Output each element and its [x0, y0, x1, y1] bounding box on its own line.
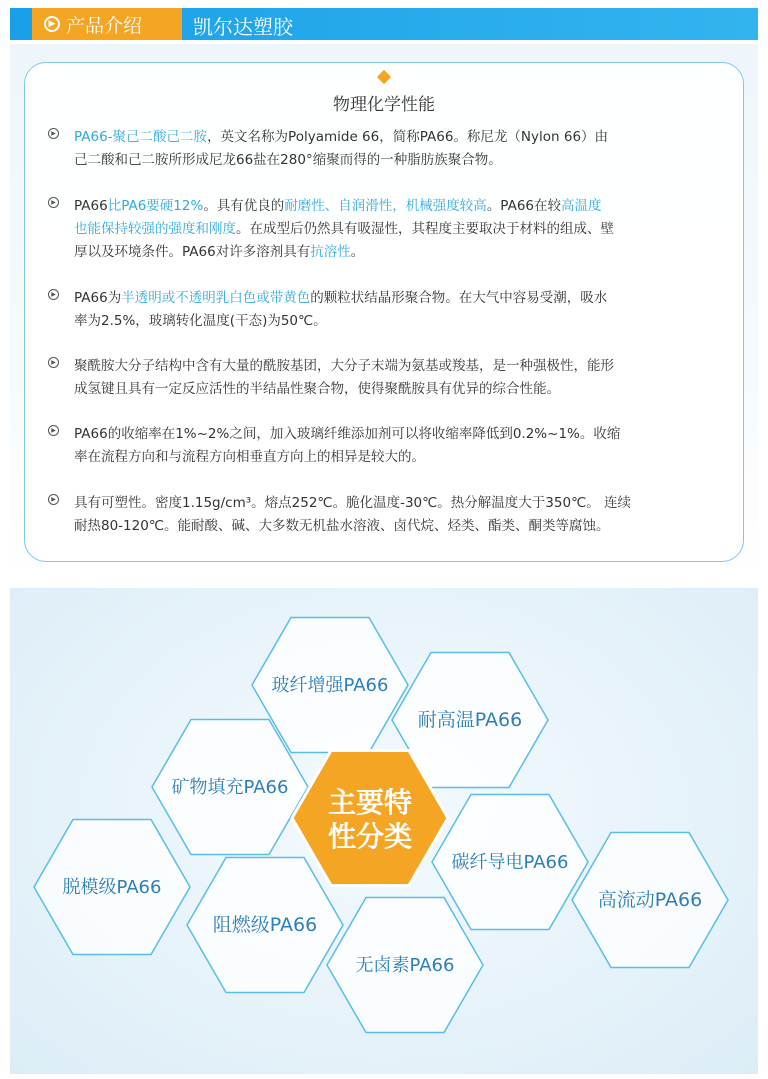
bullet-icon: ▶ [48, 289, 59, 300]
body-text: 厚以及环境条件。PA66对许多溶剂具有 [74, 244, 311, 260]
body-text: ，英文名称为Polyamide 66，简称PA66。称尼龙（Nylon 66）由 [207, 129, 609, 145]
center-label: 性分类 [327, 820, 413, 853]
body-text: 。在成型后仍然具有吸湿性，其程度主要取决于材料的组成、壁 [236, 221, 614, 237]
body-text: 率为2.5%，玻璃转化温度(干态)为50℃。 [74, 313, 327, 329]
highlight-text: 耐磨性、自润滑性，机械强度较高 [284, 198, 487, 214]
category-label: 玻纤增强PA66 [271, 675, 389, 696]
highlight-text: 比PA6要硬12% [107, 198, 204, 214]
body-text: 成氢键且具有一定反应活性的半结晶性聚合物，使得聚酰胺具有优异的综合性能。 [74, 381, 560, 397]
body-text: 耐热80-120℃。能耐酸、碱、大多数无机盐水溶液、卤代烷、烃类、酯类、酮类等腐蚀。 [74, 518, 610, 534]
body-text: 。PA66在较 [486, 198, 562, 214]
highlight-text: PA66-聚己二酸己二胺 [74, 129, 208, 145]
highlight-text: 高温度 [561, 198, 602, 214]
highlight-text: 抗溶性 [310, 244, 351, 260]
body-text: 己二酸和己二胺所形成尼龙66盐在280°缩聚而得的一种脂肪族聚合物。 [74, 152, 502, 168]
tab-label: 产品介绍 [66, 14, 143, 37]
category-label: 碳纤导电PA66 [451, 852, 569, 873]
body-text: PA66 [74, 198, 108, 214]
category-label: 矿物填充PA66 [171, 777, 289, 798]
category-label: 无卤素PA66 [355, 955, 455, 976]
bullet-icon: ▶ [48, 197, 59, 208]
body-text: 。具有优良的 [203, 198, 285, 214]
body-text: 具有可塑性。密度1.15g/cm³。熔点252℃。脆化温度-30℃。热分解温度大于350℃。 连续 [74, 495, 632, 511]
body-text: 。 [350, 244, 365, 260]
bullet-icon: ▶ [48, 128, 59, 139]
body-text: PA66为 [74, 290, 122, 306]
bullet-icon: ▶ [48, 357, 59, 368]
body-text: 率在流程方向和与流程方向相垂直方向上的相异是较大的。 [74, 449, 425, 465]
body-text: 的颗粒状结晶形聚合物。在大气中容易受潮，吸水 [310, 290, 608, 306]
chevron-right-circle-icon: ▶ [44, 16, 60, 32]
highlight-text: 也能保持较强的强度和刚度 [74, 221, 236, 237]
category-label: 阻燃级PA66 [212, 914, 318, 936]
highlight-text: 半透明或不透明乳白色或带黄色 [121, 290, 311, 306]
section-title: 物理化学性能 [333, 95, 435, 115]
category-label: 高流动PA66 [597, 889, 703, 911]
category-label: 耐高温PA66 [417, 709, 523, 731]
body-text: PA66的收缩率在1%~2%之间，加入玻璃纤维添加剂可以将收缩率降低到0.2%~1%。收缩 [74, 426, 621, 442]
center-label: 主要特 [327, 786, 413, 819]
company-name: 凯尔达塑胶 [193, 15, 293, 39]
body-text: 聚酰胺大分子结构中含有大量的酰胺基团，大分子末端为氨基或羧基，是一种强极性，能形 [74, 358, 614, 374]
bullet-icon: ▶ [48, 494, 59, 505]
category-label: 脱模级PA66 [62, 877, 162, 898]
bullet-icon: ▶ [48, 425, 59, 436]
